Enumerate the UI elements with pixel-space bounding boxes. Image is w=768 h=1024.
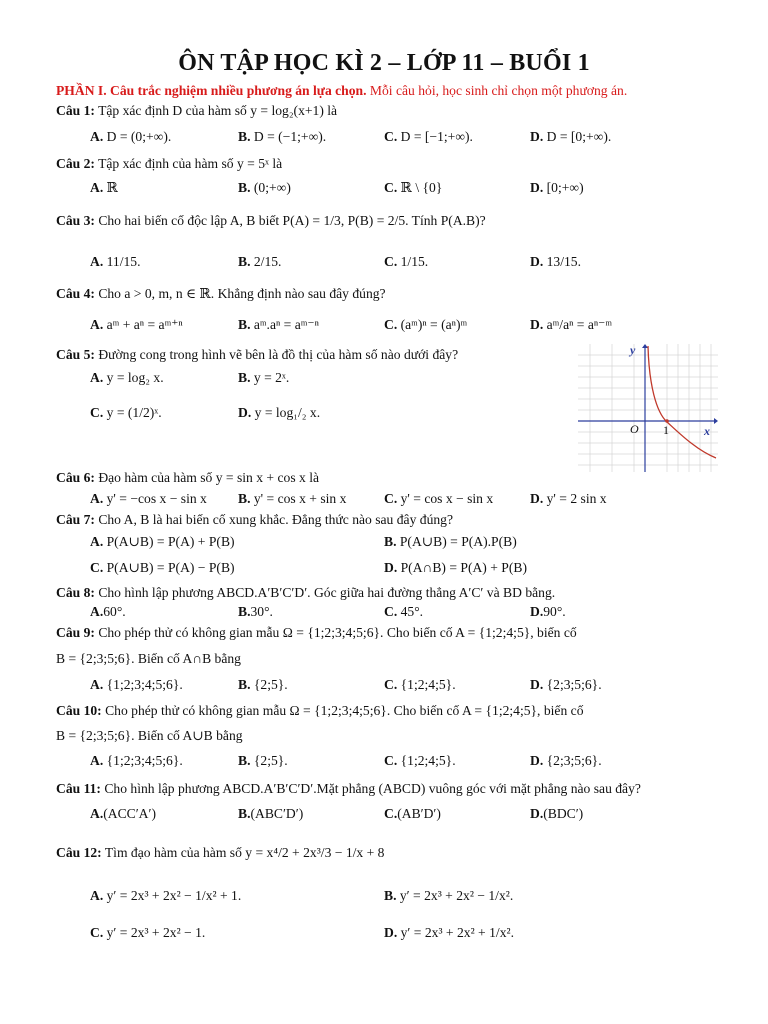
option-4c[interactable]: C. (aᵐ)ⁿ = (aⁿ)ᵐ (384, 317, 468, 332)
question-1 (56, 103, 337, 119)
question-8: Câu 8: Cho hình lập phương ABCD.A′B′C′D′. Góc giữa hai đường thẳng A′C′ và BD bằng. (56, 585, 556, 600)
option-6b[interactable]: B. y' = cos x + sin x (238, 491, 347, 506)
option-9a[interactable]: A. {1;2;3;4;5;6}. (90, 677, 183, 692)
option-7b[interactable]: B. P(A∪B) = P(A).P(B) (384, 534, 517, 549)
option-6d[interactable]: D. y' = 2 sin x (530, 491, 607, 506)
option-10c[interactable]: C. {1;2;4;5}. (384, 753, 456, 768)
question-5: Câu 5: Đường cong trong hình vẽ bên là đồ thị của hàm số nào dưới đây? (56, 347, 459, 362)
question-7: Câu 7: Cho A, B là hai biến cố xung khắc. Đẳng thức nào sau đây đúng? (56, 512, 453, 527)
option-10d[interactable]: D. {2;3;5;6}. (530, 753, 602, 768)
question-10-continuation: B = {2;3;5;6}. Biến cố A∪B bằng (56, 728, 243, 743)
question-3: Câu 3: Cho hai biến cố độc lập A, B biết P(A) = 1/3, P(B) = 2/5. Tính P(A.B)? (56, 213, 486, 228)
option-5a[interactable]: A. y = log₂ x. (90, 370, 164, 385)
x-axis-arrow-icon (714, 418, 718, 424)
option-7d[interactable]: D. P(A∩B) = P(A) + P(B) (384, 560, 527, 575)
option-7c[interactable]: C. P(A∪B) = P(A) − P(B) (90, 560, 235, 575)
option-9c[interactable]: C. {1;2;4;5}. (384, 677, 456, 692)
y-axis-arrow-icon (642, 344, 648, 348)
page-title: ÔN TẬP HỌC KÌ 2 – LỚP 11 – BUỔI 1 (178, 50, 590, 76)
option-5d[interactable]: D. y = log₁/₂ x. (238, 405, 321, 420)
option-11b[interactable]: B.(ABC′D′) (238, 806, 304, 821)
question-6: Câu 6: Đạo hàm của hàm số y = sin x + cos x là (56, 470, 320, 485)
option-4b[interactable]: B. aᵐ.aⁿ = aᵐ⁻ⁿ (238, 317, 319, 332)
option-8b[interactable]: B.30°. (238, 604, 273, 619)
option-2d[interactable]: D. [0;+∞) (530, 180, 584, 195)
option-3d[interactable]: D. 13/15. (530, 254, 581, 269)
function-graph (578, 344, 718, 472)
origin-label: O (630, 422, 639, 436)
question-12: Câu 12: Tìm đạo hàm của hàm số y = x⁴/2 + 2x³/3 − 1/x + 8 (56, 845, 385, 860)
grid-lines (578, 344, 718, 472)
question-9: Câu 9: Cho phép thử có không gian mẫu Ω = {1;2;3;4;5;6}. Cho biến cố A = {1;2;4;5}, biến cố (56, 625, 577, 640)
option-3a[interactable]: A. 11/15. (90, 254, 141, 269)
option-9b[interactable]: B. {2;5}. (238, 677, 288, 692)
curve (648, 346, 716, 458)
option-6c[interactable]: C. y' = cos x − sin x (384, 491, 494, 506)
option-1d[interactable]: D. D = [0;+∞). (530, 129, 612, 144)
y-axis-label: y (630, 344, 636, 357)
option-5c[interactable]: C. y = (1/2)ˣ. (90, 405, 162, 420)
option-8c[interactable]: C. 45°. (384, 604, 424, 619)
question-11: Câu 11: Cho hình lập phương ABCD.A′B′C′D′.Mặt phẳng (ABCD) vuông góc với mặt phẳng nào sau đây? (56, 781, 641, 796)
option-12c[interactable]: C. y′ = 2x³ + 2x² − 1. (90, 925, 206, 940)
section-intro (56, 83, 756, 99)
option-12a[interactable]: A. y′ = 2x³ + 2x² − 1/x² + 1. (90, 888, 242, 903)
option-12d[interactable]: D. y′ = 2x³ + 2x² + 1/x². (384, 925, 514, 940)
option-1a[interactable]: A. D = (0;+∞). (90, 129, 172, 144)
question-2: Câu 2: Tập xác định của hàm số y = 5ˣ là (56, 156, 283, 171)
option-11d[interactable]: D.(BDC′) (530, 806, 584, 821)
question-text: Tập xác định D của hàm số y = log₂(x+1) là (98, 103, 338, 118)
option-10a[interactable]: A. {1;2;3;4;5;6}. (90, 753, 183, 768)
option-1b[interactable]: B. D = (−1;+∞). (238, 129, 327, 144)
option-4a[interactable]: A. aᵐ + aⁿ = aᵐ⁺ⁿ (90, 317, 183, 332)
option-5b[interactable]: B. y = 2ˣ. (238, 370, 290, 385)
option-9d[interactable]: D. {2;3;5;6}. (530, 677, 602, 692)
option-8a[interactable]: A.60°. (90, 604, 126, 619)
option-11a[interactable]: A.(ACC′A′) (90, 806, 156, 821)
question-9-continuation: B = {2;3;5;6}. Biến cố A∩B bằng (56, 651, 241, 666)
question-10: Câu 10: Cho phép thử có không gian mẫu Ω = {1;2;3;4;5;6}. Cho biến cố A = {1;2;4;5}, biến cố (56, 703, 584, 718)
option-12b[interactable]: B. y′ = 2x³ + 2x² − 1/x². (384, 888, 514, 903)
option-3b[interactable]: B. 2/15. (238, 254, 282, 269)
option-2c[interactable]: C. ℝ \ {0} (384, 180, 443, 195)
section-instruction: Mỗi câu hỏi, học sinh chỉ chọn một phương án. (366, 83, 628, 98)
question-4: Câu 4: Cho a > 0, m, n ∈ ℝ. Khẳng định nào sau đây đúng? (56, 286, 386, 301)
option-6a[interactable]: A. y' = −cos x − sin x (90, 491, 207, 506)
option-8d[interactable]: D.90°. (530, 604, 566, 619)
option-7a[interactable]: A. P(A∪B) = P(A) + P(B) (90, 534, 235, 549)
x-axis-label: x (704, 424, 710, 438)
option-3c[interactable]: C. 1/15. (384, 254, 429, 269)
section-heading: PHẦN I. Câu trắc nghiệm nhiều phương án lựa chọn. (56, 83, 367, 98)
option-2a[interactable]: A. ℝ (90, 180, 118, 195)
option-10b[interactable]: B. {2;5}. (238, 753, 288, 768)
tick-label-1: 1 (663, 423, 669, 437)
option-4d[interactable]: D. aᵐ/aⁿ = aⁿ⁻ᵐ (530, 317, 612, 332)
option-11c[interactable]: C.(AB′D′) (384, 806, 441, 821)
option-1c[interactable]: C. D = [−1;+∞). (384, 129, 473, 144)
question-number: Câu 1: (56, 103, 95, 118)
option-2b[interactable]: B. (0;+∞) (238, 180, 291, 195)
